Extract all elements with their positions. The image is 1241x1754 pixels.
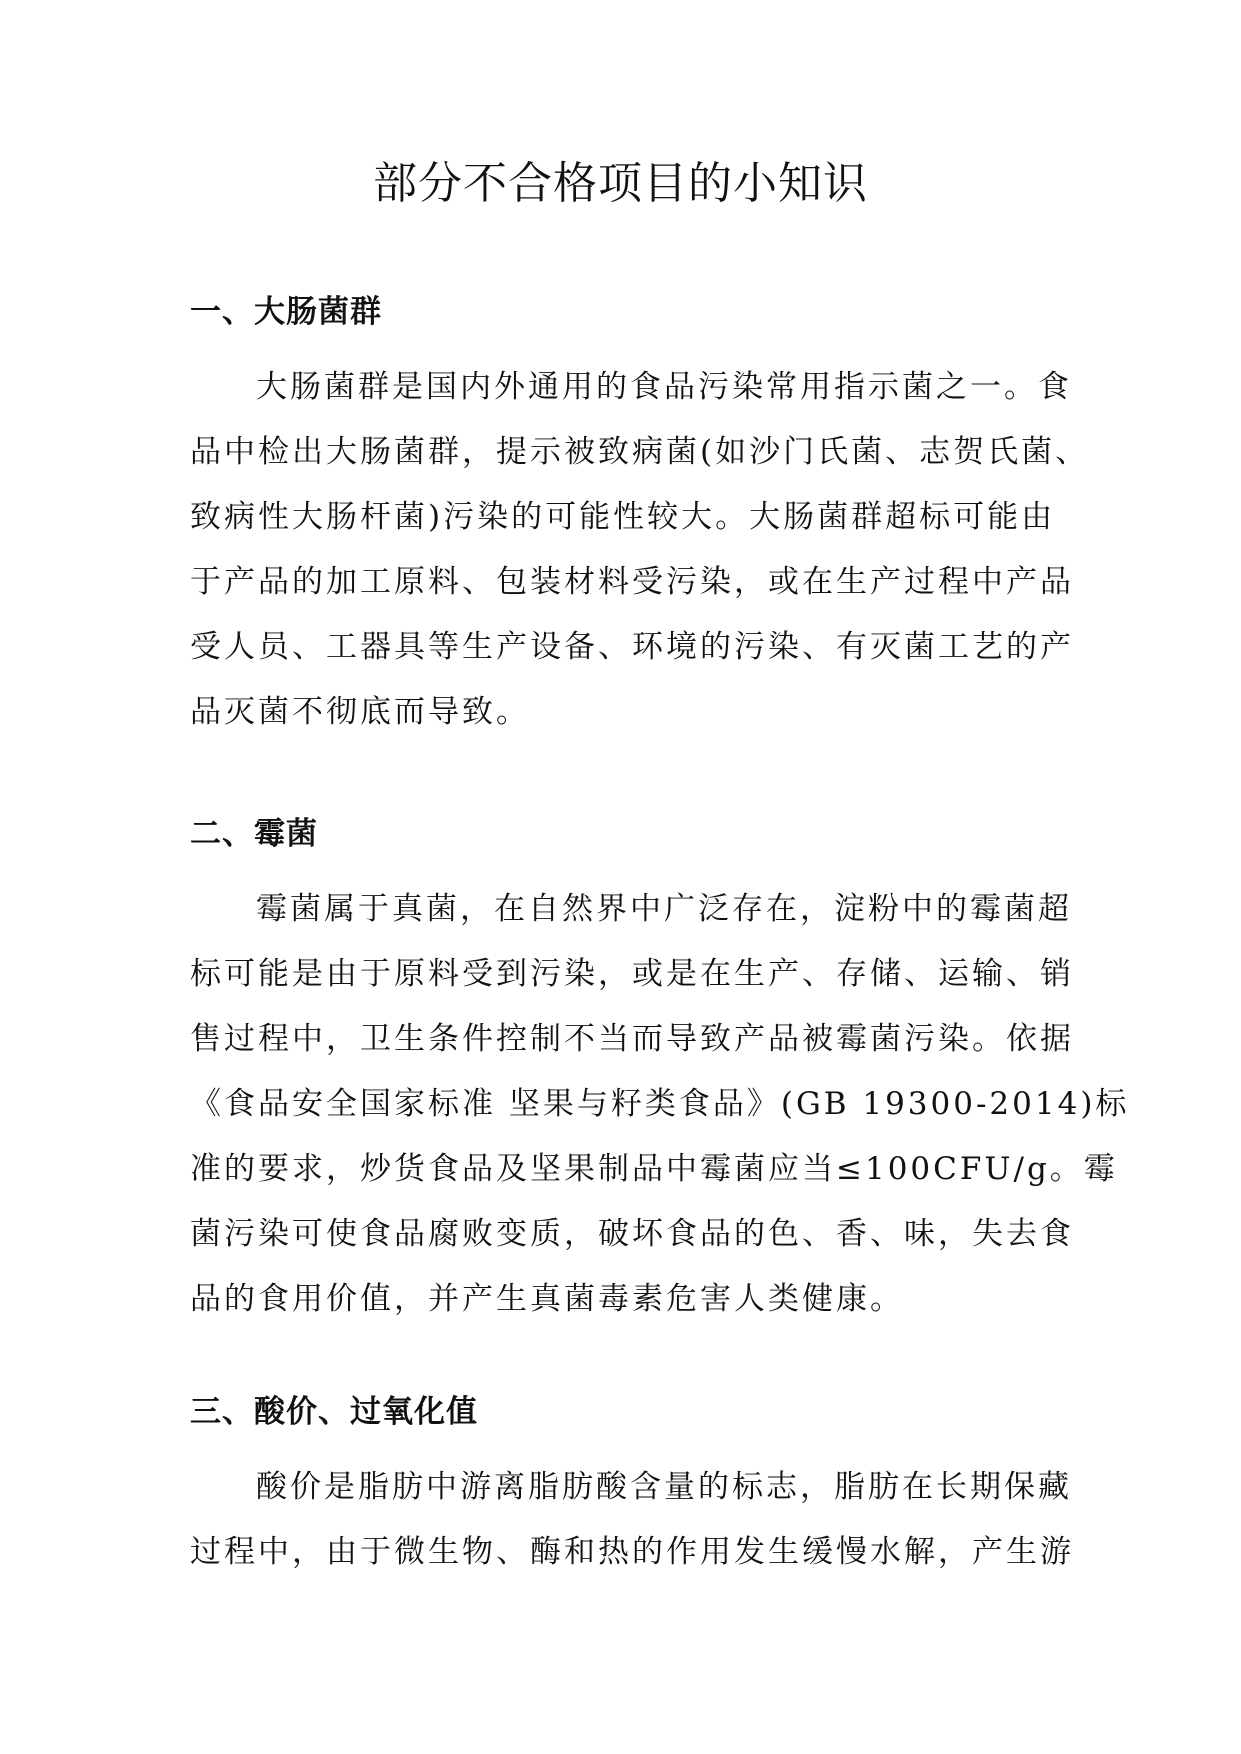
paragraph-line: 品的食用价值，并产生真菌毒素危害人类健康。 (190, 1281, 904, 1317)
section-mold (190, 812, 1130, 1332)
section-paragraph-mold (190, 877, 1130, 1332)
paragraph-line: 大肠菌群是国内外通用的食品污染常用指示菌之一。食 (256, 369, 1072, 405)
section-paragraph-acid-peroxide (190, 1455, 1074, 1585)
paragraph-line: 菌污染可使食品腐败变质，破坏食品的色、香、味，失去食 (190, 1216, 1074, 1252)
section-heading-acid-peroxide: 三、酸价、过氧化值 (190, 1394, 478, 1430)
section-heading-mold: 二、霉菌 (190, 816, 318, 852)
paragraph-line: 酸价是脂肪中游离脂肪酸含量的标志，脂肪在长期保藏 (256, 1469, 1072, 1505)
page-title: 部分不合格项目的小知识 (373, 158, 868, 209)
paragraph-line: 于产品的加工原料、包装材料受污染，或在生产过程中产品 (190, 564, 1074, 600)
paragraph-line: 致病性大肠杆菌)污染的可能性较大。大肠菌群超标可能由 (190, 499, 1056, 535)
section-paragraph-coliform (190, 355, 1090, 745)
paragraph-line: 品灭菌不彻底而导致。 (190, 694, 530, 730)
paragraph-line: 过程中，由于微生物、酶和热的作用发生缓慢水解，产生游 (190, 1534, 1074, 1570)
paragraph-line: 受人员、工器具等生产设备、环境的污染、有灭菌工艺的产 (190, 629, 1074, 665)
paragraph-line: 标可能是由于原料受到污染，或是在生产、存储、运输、销 (190, 956, 1074, 992)
paragraph-line: 售过程中，卫生条件控制不当而导致产品被霉菌污染。依据 (190, 1021, 1074, 1057)
section-acid-peroxide (190, 1390, 1074, 1585)
section-heading-coliform: 一、大肠菌群 (190, 294, 382, 330)
paragraph-line: 《食品安全国家标准 坚果与籽类食品》(GB 19300-2014)标 (190, 1086, 1130, 1122)
section-coliform (190, 290, 1090, 745)
paragraph-line: 霉菌属于真菌，在自然界中广泛存在，淀粉中的霉菌超 (256, 891, 1072, 927)
paragraph-line: 品中检出大肠菌群，提示被致病菌(如沙门氏菌、志贺氏菌、 (190, 434, 1090, 470)
paragraph-line: 准的要求，炒货食品及坚果制品中霉菌应当≤100CFU/g。霉 (190, 1151, 1118, 1187)
